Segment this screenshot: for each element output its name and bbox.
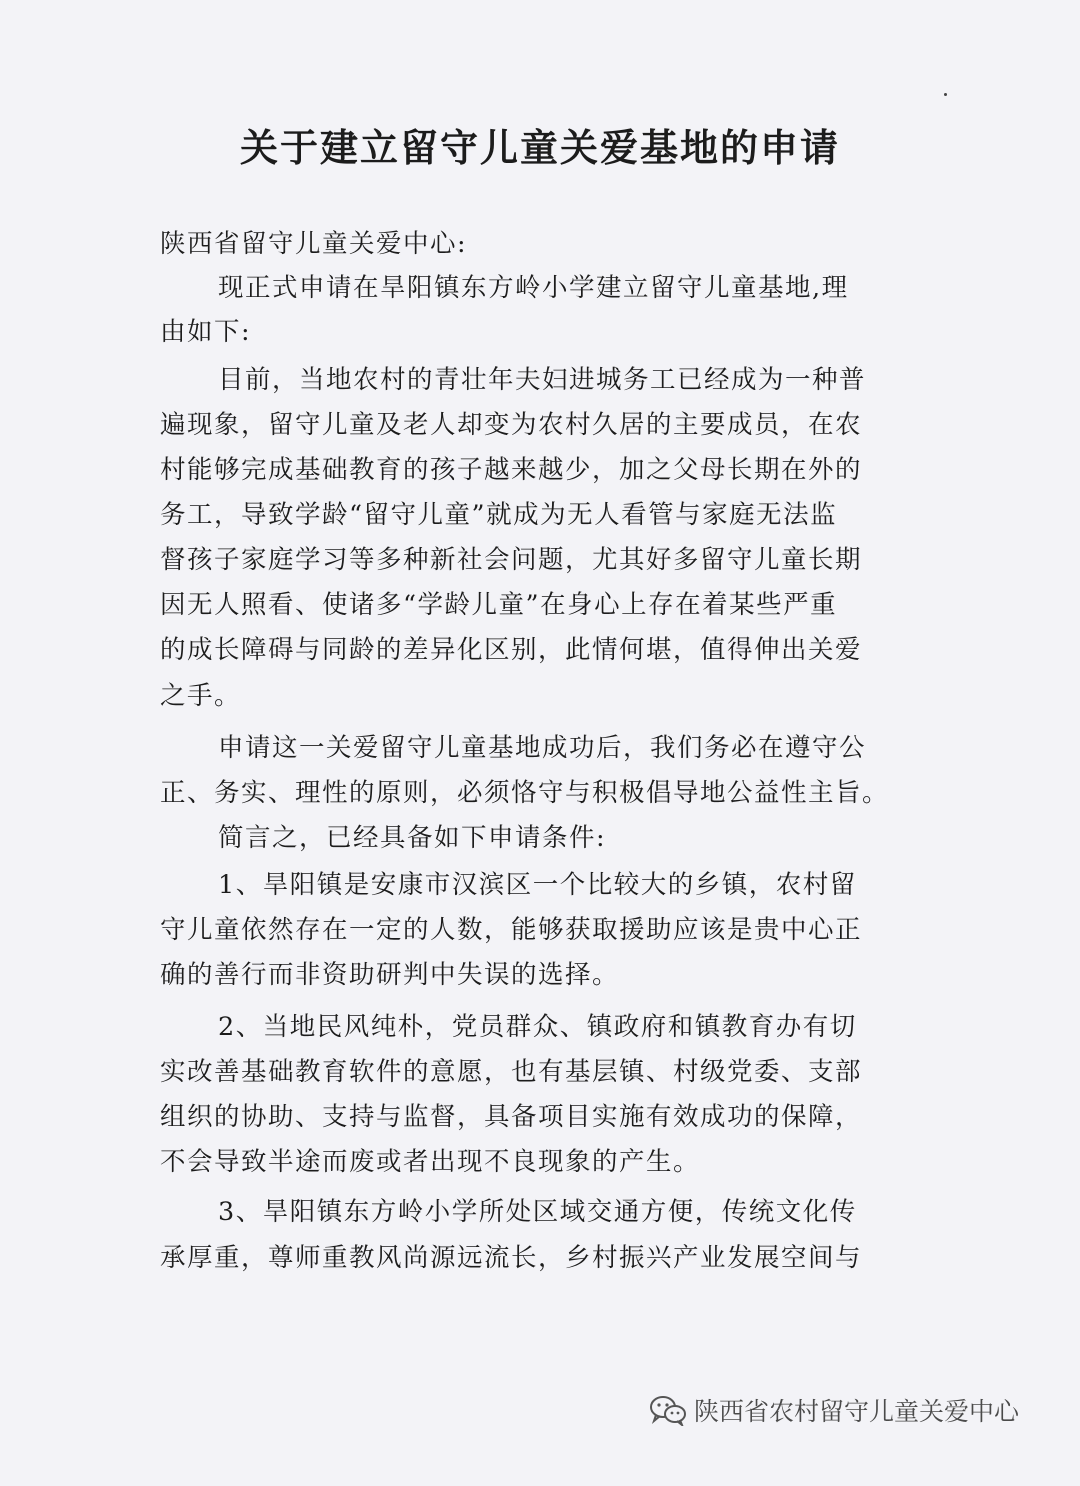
body-line: 承厚重，尊师重教风尚源远流长，乡村振兴产业发展空间与 — [160, 1243, 863, 1273]
body-line: 组织的协助、支持与监督，具备项目实施有效成功的保障， — [160, 1102, 863, 1132]
body-line: 实改善基础教育软件的意愿，也有基层镇、村级党委、支部 — [160, 1057, 863, 1087]
body-line: 1、旱阳镇是安康市汉滨区一个比较大的乡镇，农村留 — [218, 870, 857, 900]
body-line: 由如下: — [160, 317, 252, 347]
body-line: 遍现象，留守儿童及老人却变为农村久居的主要成员，在农 — [160, 410, 863, 440]
body-line: 因无人照看、使诸多“学龄儿童”在身心上存在着某些严重 — [160, 590, 838, 620]
body-line: 正、务实、理性的原则，必须恪守与积极倡导地公益性主旨。 — [160, 778, 890, 808]
body-line: 3、旱阳镇东方岭小学所处区域交通方便，传统文化传 — [218, 1197, 857, 1227]
salutation: 陕西省留守儿童关爱中心: — [160, 229, 468, 259]
body-line: 之手。 — [160, 681, 242, 711]
paper-speck — [944, 93, 947, 96]
watermark-text: 陕西省农村留守儿童关爱中心 — [694, 1397, 1020, 1426]
body-line: 守儿童依然存在一定的人数，能够获取援助应该是贵中心正 — [160, 915, 863, 945]
body-line: 的成长障碍与同龄的差异化区别，此情何堪，值得伸出关爱 — [160, 635, 863, 665]
body-line: 确的善行而非资助研判中失误的选择。 — [160, 960, 620, 990]
document-title: 关于建立留守儿童关爱基地的申请 — [239, 125, 840, 170]
body-line: 督孩子家庭学习等多种新社会问题，尤其好多留守儿童长期 — [160, 545, 863, 575]
body-line: 2、当地民风纯朴，党员群众、镇政府和镇教育办有切 — [218, 1012, 857, 1042]
body-line: 不会导致半途而废或者出现不良现象的产生。 — [160, 1147, 701, 1177]
body-line: 简言之，已经具备如下申请条件: — [218, 823, 607, 853]
body-line: 申请这一关爱留守儿童基地成功后，我们务必在遵守公 — [218, 733, 867, 763]
body-line: 目前，当地农村的青壮年夫妇进城务工已经成为一种普 — [218, 365, 867, 395]
wechat-icon — [648, 1394, 688, 1426]
body-line: 村能够完成基础教育的孩子越来越少，加之父母长期在外的 — [160, 455, 863, 485]
body-line: 现正式申请在旱阳镇东方岭小学建立留守儿童基地,理 — [218, 273, 849, 303]
body-line: 务工，导致学龄“留守儿童”就成为无人看管与家庭无法监 — [160, 500, 838, 530]
watermark — [648, 1392, 1019, 1428]
